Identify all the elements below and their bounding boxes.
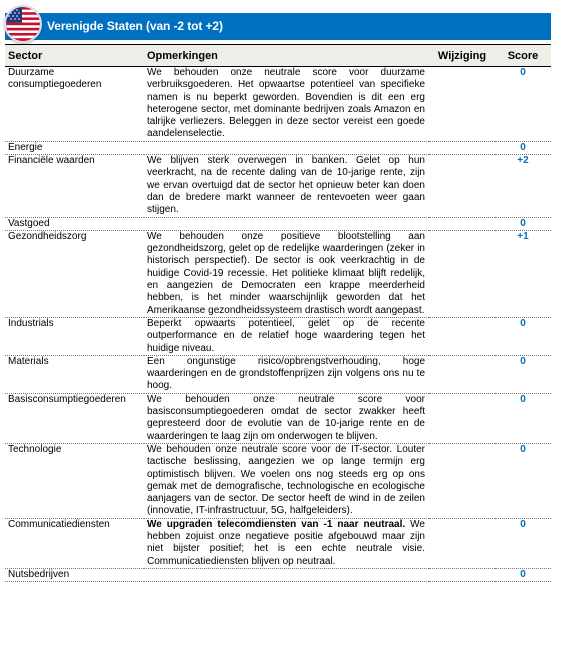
sector-name: Nutsbedrijven — [5, 568, 144, 581]
sector-name: Basisconsumptiegoederen — [5, 393, 144, 443]
sector-comment-highlight: We upgraden telecomdiensten van -1 naar neutraal. — [147, 518, 406, 530]
table-row — [5, 355, 551, 393]
table-row — [5, 217, 551, 230]
sector-table — [5, 44, 551, 582]
sector-name: Financiële waarden — [5, 155, 144, 217]
sector-score: +2 — [495, 155, 551, 217]
sector-change — [429, 355, 495, 393]
sector-name: Duurzame consumptiegoederen — [5, 67, 144, 142]
sector-change — [429, 141, 495, 154]
table-row — [5, 317, 551, 355]
table-row — [5, 155, 551, 217]
sector-change — [429, 317, 495, 355]
table-row — [5, 141, 551, 154]
sector-comment: We behouden onze neutrale score voor de IT-sector. Louter tactische beslissing, aangezien we op lange termijn erg optimistisch blijven. We voelen ons nog steeds erg op ons gemak met de demografische, technologische en ecologische aanjagers van de sector. De sector heeft de wind in de zeilen (innovatie, IT-infrastructuur, 5G, halfgeleiders). — [144, 443, 429, 518]
section-header — [5, 13, 551, 40]
sector-comment: We behouden onze neutrale score voor basisconsumptiegoederen omdat de sector zwakker heeft gepresteerd door de evolutie van de 10-jarige rente en de waarderingen te laag zijn om onderwogen te blijven. — [144, 393, 429, 443]
sector-change — [429, 230, 495, 317]
sector-name: Communicatiediensten — [5, 518, 144, 568]
sector-change — [429, 67, 495, 142]
sector-comment: Een ongunstige risico/opbrengstverhouding, hoge waarderingen en de grondstoffenprijzen zijn volgens ons nu te hoog. — [144, 355, 429, 393]
sector-score: +1 — [495, 230, 551, 317]
sector-comment — [144, 568, 429, 581]
table-row — [5, 230, 551, 317]
sector-comment-text: We hebben zojuist onze negatieve positie afgebouwd maar zijn niet bijster positief; het is een echte neutrale visie. Communicatiediensten blijven op neutraal. — [147, 518, 425, 567]
sector-score: 0 — [495, 217, 551, 230]
sector-change — [429, 217, 495, 230]
column-header-change: Wijziging — [429, 45, 495, 67]
column-header-score: Score — [495, 45, 551, 67]
sector-change — [429, 568, 495, 581]
sector-score: 0 — [495, 317, 551, 355]
sector-score: 0 — [495, 518, 551, 568]
sector-score: 0 — [495, 67, 551, 142]
sector-comment — [144, 141, 429, 154]
sector-name: Technologie — [5, 443, 144, 518]
sector-score: 0 — [495, 141, 551, 154]
column-header-comment: Opmerkingen — [144, 45, 429, 67]
page-title: Verenigde Staten (van -2 tot +2) — [47, 19, 223, 33]
sector-name: Gezondheidszorg — [5, 230, 144, 317]
sector-change — [429, 393, 495, 443]
table-row — [5, 568, 551, 581]
table-row — [5, 518, 551, 568]
table-row — [5, 443, 551, 518]
sector-comment — [144, 217, 429, 230]
sector-comment — [144, 518, 429, 568]
sector-change — [429, 155, 495, 217]
table-row — [5, 67, 551, 142]
sector-comment: Beperkt opwaarts potentieel, gelet op de recente outperformance en de relatief hoge waardering tegen het huidige niveau. — [144, 317, 429, 355]
column-header-sector: Sector — [5, 45, 144, 67]
us-flag-icon — [4, 5, 42, 43]
sector-change — [429, 443, 495, 518]
sector-comment: We blijven sterk overwegen in banken. Gelet op hun veerkracht, na de recente daling van de 10-jarige rente, zijn we ervan overtuigd dat de sector het opnieuw beter kan doen dan de bredere markt wanneer de rentevoeten weer gaan stijgen. — [144, 155, 429, 217]
sector-score: 0 — [495, 355, 551, 393]
table-row — [5, 393, 551, 443]
sector-comment: We behouden onze neutrale score voor duurzame verbruiksgoederen. Het opwaartse potentieel van specifieke namen is nu beperkt geworden. Bovendien is dit een erg heterogene sector, met dominante bedrijven zoals Amazon en talrijke verliezers. Beleggen in deze sector vereist een goede aandelenselectie. — [144, 67, 429, 142]
sector-change — [429, 518, 495, 568]
sector-name: Vastgoed — [5, 217, 144, 230]
sector-score: 0 — [495, 393, 551, 443]
table-header-row — [5, 45, 551, 67]
sector-comment: We behouden onze positieve blootstelling aan gezondheidszorg, gelet op de redelijke waarderingen (zeker in historisch perspectief). De sector is ook veerkrachtig in de huidige Covid-19 recessie. Het politieke klimaat blijft redelijk, en aangezien de Democraten een krappe meerderheid hebben, is het minder waarschijnlijk geworden dat het Amerikaanse gezondheidssysteem drastisch wordt aangepast. — [144, 230, 429, 317]
sector-score: 0 — [495, 443, 551, 518]
sector-name: Industrials — [5, 317, 144, 355]
sector-name: Energie — [5, 141, 144, 154]
sector-name: Materials — [5, 355, 144, 393]
sector-score: 0 — [495, 568, 551, 581]
